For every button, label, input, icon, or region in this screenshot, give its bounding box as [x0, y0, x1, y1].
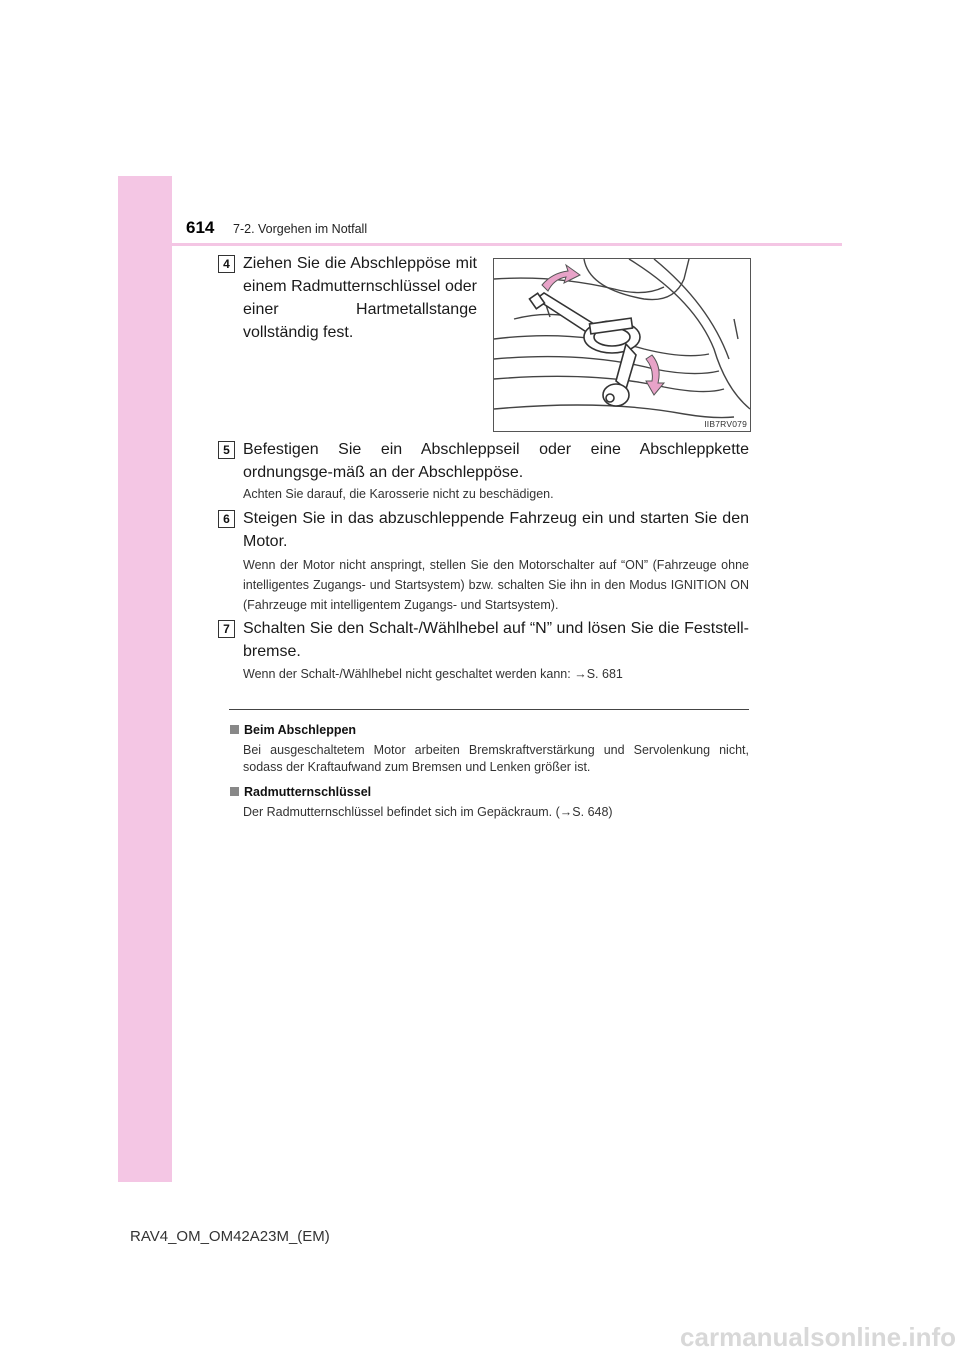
note-heading-towing: [230, 723, 356, 737]
note-heading-wrench: [230, 785, 371, 799]
step-number-5: 5: [218, 441, 235, 459]
step-number-7: 7: [218, 620, 235, 638]
step-text-7: Schalten Sie den Schalt-/Wählhebel auf “N” und lösen Sie die Feststell-bremse.: [243, 620, 749, 660]
step-text-6: Steigen Sie in das abzuschleppende Fahrzeug ein und starten Sie den Motor.: [243, 510, 749, 550]
watermark-logo: [670, 1314, 960, 1358]
tow-eye-figure: [493, 258, 751, 432]
square-bullet-icon: [230, 725, 239, 734]
step-text-5: Befestigen Sie ein Abschleppseil oder eine Abschleppkette ordnungsge-mäß an der Abschleppöse.: [243, 441, 749, 481]
footer-model-code: RAV4_OM_OM42A23M_(EM): [130, 1228, 330, 1245]
step-note-6: Wenn der Motor nicht anspringt, stellen Sie den Motorschalter auf “ON” (Fahrzeuge ohne intelligentes Zugangs- und Startsystem) bzw. schalten Sie ihn in den Modus IGNITION ON (Fahrzeuge mit intelligentem Zugangs- und Startsystem).: [243, 558, 749, 612]
section-title: 7-2. Vorgehen im Notfall: [233, 222, 368, 236]
step-text-4: Ziehen Sie die Abschleppöse mit einem Radmutternschlüssel oder einer Hartmetallstange vollständig fest.: [243, 255, 477, 341]
step-note-7: Wenn der Schalt-/Wählhebel nicht geschaltet werden kann: →S. 681: [243, 667, 623, 681]
tow-eye-wrench-illustration: [494, 259, 750, 431]
note-text-towing: Bei ausgeschaltetem Motor arbeiten Bremskraftverstärkung und Servolenkung nicht, sodass der Kraftaufwand zum Bremsen und Lenken größer ist.: [243, 743, 749, 774]
step-number-6: 6: [218, 510, 235, 528]
note-text-wrench: Der Radmutternschlüssel befindet sich im Gepäckraum. (→S. 648): [243, 805, 613, 819]
step-note-5: Achten Sie darauf, die Karosserie nicht zu beschädigen.: [243, 487, 554, 501]
figure-code: IIB7RV079: [704, 419, 747, 429]
square-bullet-icon: [230, 787, 239, 796]
chapter-sidebar-tab: [118, 176, 172, 1182]
note-title: Beim Abschleppen: [244, 723, 357, 737]
watermark-text: carmanualsonline.info: [680, 1322, 956, 1352]
step-number-4: 4: [218, 255, 235, 273]
notes-divider: [229, 709, 749, 710]
header-rule: [118, 243, 842, 246]
note-title: Radmutternschlüssel: [244, 785, 372, 799]
page-number: 614: [186, 218, 215, 237]
